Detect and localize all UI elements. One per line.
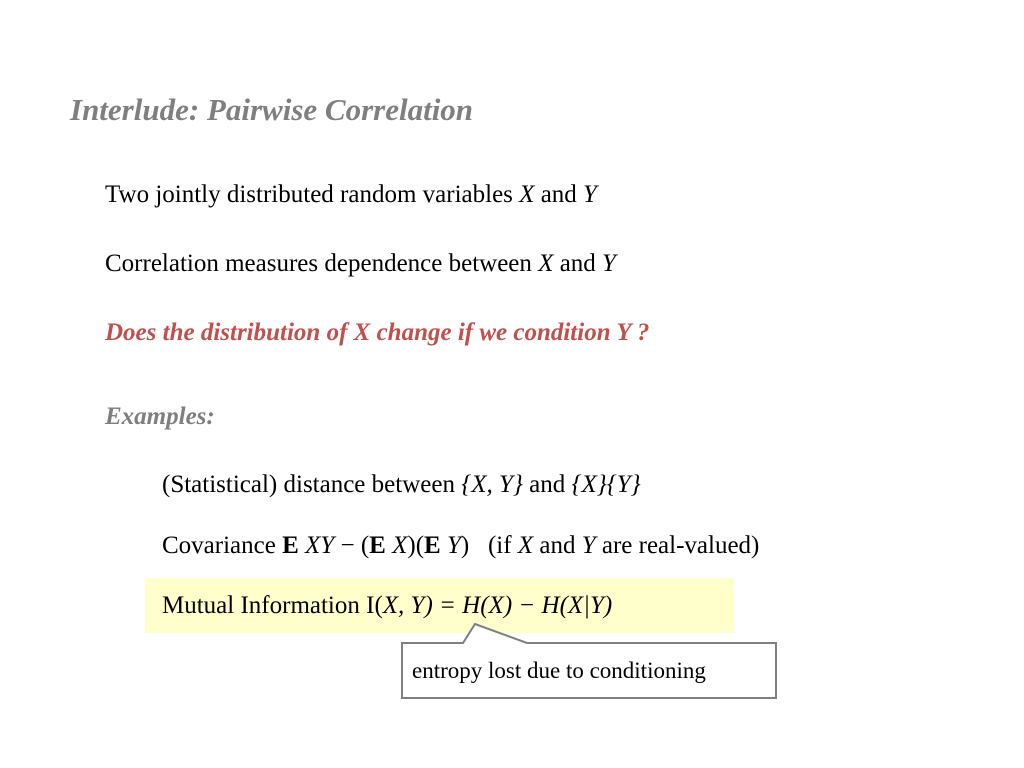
- distance-prefix: (Statistical) distance between: [162, 471, 462, 498]
- condition-and: and: [533, 532, 582, 559]
- covariance-prefix: Covariance: [162, 532, 283, 559]
- slide-title: Interlude: Pairwise Correlation: [70, 92, 474, 127]
- paren-close: ): [460, 532, 470, 559]
- expectation-symbol: E: [424, 532, 441, 559]
- expectation-symbol: E: [369, 532, 386, 559]
- xy-term: XY: [298, 532, 335, 559]
- variable-x: X: [519, 181, 535, 208]
- minus-paren: − (: [334, 532, 370, 559]
- bullet-join: and: [553, 250, 603, 277]
- condition-y: Y: [581, 532, 596, 559]
- mi-args: X, Y: [382, 592, 425, 619]
- bullet-text: Correlation measures dependence between: [105, 250, 539, 277]
- variable-y: Y: [602, 250, 616, 277]
- condition-prefix: (if: [469, 532, 518, 559]
- joint-set: {X, Y}: [461, 471, 523, 498]
- question-text: Does the distribution of X change if we condition Y ?: [105, 319, 650, 346]
- examples-heading: Examples:: [105, 403, 215, 430]
- bullet-join: and: [534, 181, 584, 208]
- mi-prefix: Mutual Information I(: [162, 592, 383, 619]
- condition-suffix: are real-valued): [595, 532, 760, 559]
- variable-x: X: [538, 250, 554, 277]
- distance-join: and: [522, 471, 572, 498]
- paren-mid: )(: [407, 532, 425, 559]
- condition-x: X: [517, 532, 534, 559]
- mi-formula: ) = H(X) − H(X|Y): [424, 592, 613, 619]
- x-term: X: [385, 532, 408, 559]
- variable-y: Y: [583, 181, 597, 208]
- product-set: {X}{Y}: [571, 471, 641, 498]
- callout-text: entropy lost due to conditioning: [412, 658, 706, 683]
- bullet-text: Two jointly distributed random variables: [105, 181, 520, 208]
- expectation-symbol: E: [282, 532, 299, 559]
- y-term: Y: [440, 532, 461, 559]
